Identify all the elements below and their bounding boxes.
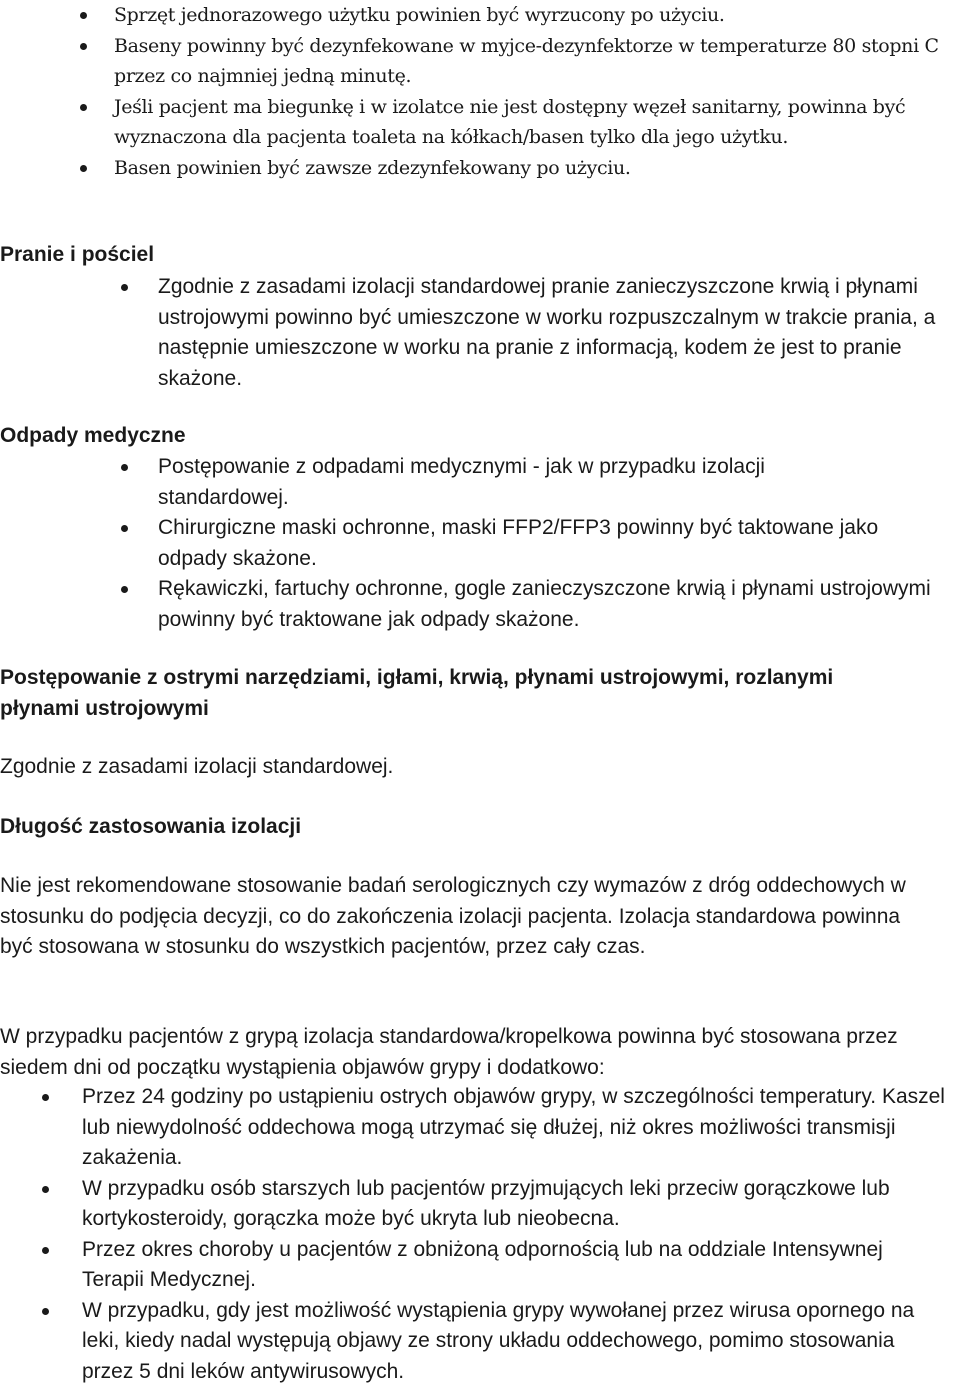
- section-heading-waste: Odpady medyczne: [0, 421, 960, 452]
- bullet-icon: [121, 284, 128, 291]
- laundry-bullet-list: [0, 272, 960, 394]
- bullet-text: Postępowanie z odpadami medycznymi - jak w przypadku izolacji standardowej.: [158, 455, 765, 509]
- bullet-icon: [42, 1247, 49, 1254]
- list-item: [0, 1235, 960, 1296]
- bullet-text: Basen powinien być zawsze zdezynfekowany po użyciu.: [114, 157, 631, 179]
- bullet-icon: [42, 1094, 49, 1101]
- section-heading-duration: Długość zastosowania izolacji: [0, 812, 960, 843]
- bullet-text: Sprzęt jednorazowego użytku powinien być wyrzucony po użyciu.: [114, 4, 725, 26]
- bullet-icon: [80, 43, 87, 50]
- section-heading-sharps: Postępowanie z ostrymi narzędziami, igłami, krwią, płynami ustrojowymi, rozlanymi płynami ustrojowymi: [0, 663, 900, 724]
- intro-bullet-list: [0, 0, 960, 183]
- bullet-icon: [121, 586, 128, 593]
- duration-paragraph-1: Nie jest rekomendowane stosowanie badań serologicznych czy wymazów z dróg oddechowych w stosunku do podjęcia decyzji, co do zakończenia izolacji pacjenta. Izolacja standardowa powinna być stosowana w stosunku do wszystkich pacjentów, przez cały czas.: [0, 871, 935, 963]
- bullet-text: Chirurgiczne maski ochronne, maski FFP2/FFP3 powinny być taktowane jako odpady skażone.: [158, 516, 878, 570]
- bullet-icon: [42, 1308, 49, 1315]
- bullet-text: Zgodnie z zasadami izolacji standardowej pranie zanieczyszczone krwią i płynami ustrojowymi powinno być umieszczone w worku rozpuszczalnym w trakcie prania, a następnie umieszczone w worku na pranie z informacją, kodem że jest to pranie skażone.: [158, 275, 935, 390]
- bullet-text: W przypadku, gdy jest możliwość wystąpienia grypy wywołanej przez wirusa opornego na leki, kiedy nadal występują objawy ze strony układu oddechowego, pomimo stosowania przez 5 dni leków antywirusowych.: [82, 1299, 914, 1383]
- list-item: [0, 452, 960, 513]
- list-item: [0, 31, 960, 92]
- bullet-text: Przez 24 godziny po ustąpieniu ostrych objawów grypy, w szczególności temperatury. Kaszel lub niewydolność oddechowa mogą utrzymać się dłużej, niż okres możliwości transmisji zakażenia.: [82, 1085, 945, 1169]
- bullet-icon: [121, 464, 128, 471]
- bullet-icon: [80, 104, 87, 111]
- bullet-text: W przypadku osób starszych lub pacjentów przyjmujących leki przeciw gorączkowe lub kortykosteroidy, gorączka może być ukryta lub nieobecna.: [82, 1177, 890, 1231]
- section-heading-laundry: Pranie i pościel: [0, 240, 960, 271]
- bullet-icon: [80, 165, 87, 172]
- list-item: [0, 513, 960, 574]
- list-item: [0, 0, 960, 31]
- list-item: [0, 1082, 960, 1174]
- list-item: [0, 1296, 960, 1387]
- bullet-text: Jeśli pacjent ma biegunkę i w izolatce nie jest dostępny węzeł sanitarny, powinna być wyznaczona dla pacjenta toaleta na kółkach/basen tylko dla jego użytku.: [114, 96, 905, 149]
- bullet-text: Rękawiczki, fartuchy ochronne, gogle zanieczyszczone krwią i płynami ustrojowymi powinny być traktowane jak odpady skażone.: [158, 577, 931, 631]
- bullet-text: Baseny powinny być dezynfekowane w myjce-dezynfektorze w temperaturze 80 stopni C przez co najmniej jedną minutę.: [114, 35, 939, 88]
- duration-paragraph-2: W przypadku pacjentów z grypą izolacja standardowa/kropelkowa powinna być stosowana przez siedem dni od początku wystąpienia objawów grypy i dodatkowo:: [0, 1022, 900, 1083]
- waste-bullet-list: [0, 452, 960, 635]
- bullet-text: Przez okres choroby u pacjentów z obniżoną odpornością lub na oddziale Intensywnej Terapii Medycznej.: [82, 1238, 883, 1292]
- list-item: [0, 92, 960, 153]
- list-item: [0, 153, 960, 184]
- list-item: [0, 574, 960, 635]
- bullet-icon: [121, 525, 128, 532]
- bullet-icon: [42, 1186, 49, 1193]
- list-item: [0, 1174, 960, 1235]
- duration-bullet-list: [0, 1082, 960, 1387]
- sharps-text: Zgodnie z zasadami izolacji standardowej.: [0, 752, 960, 783]
- bullet-icon: [80, 12, 87, 19]
- list-item: [0, 272, 960, 394]
